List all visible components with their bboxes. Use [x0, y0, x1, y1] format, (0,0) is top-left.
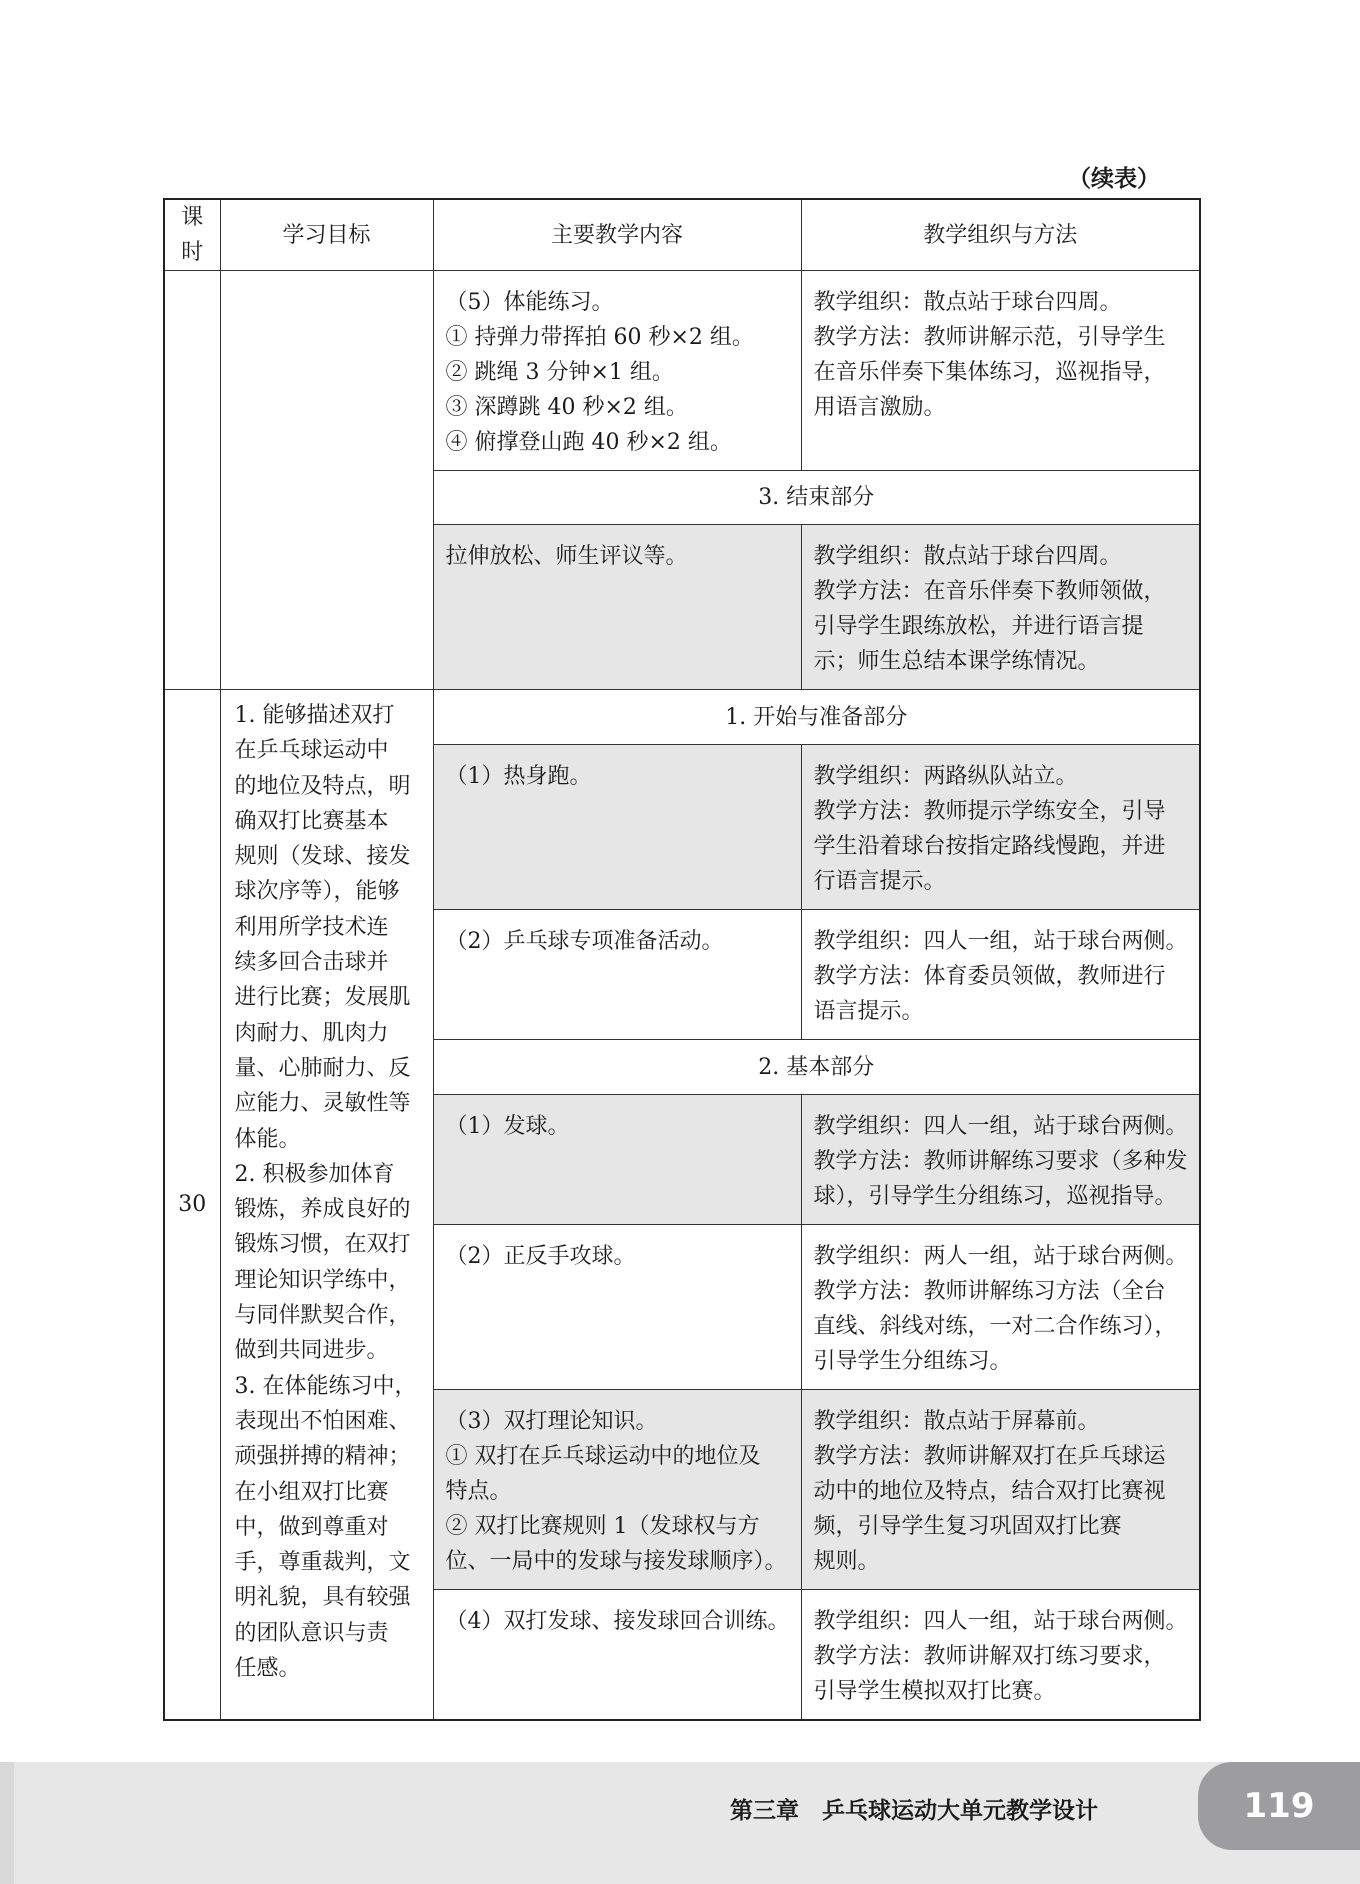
prep-content: （2）乒乓球专项准备活动。: [433, 910, 801, 1040]
cooldown-method: 教学组织：散点站于球台四周。 教学方法：在音乐伴奏下教师领做， 引导学生跟练放松，并进行语言提 示；师生总结本课学练情况。: [801, 525, 1200, 690]
section-title-basic: 2. 基本部分: [433, 1040, 1200, 1095]
table-row: [164, 690, 1200, 745]
theory-content: （3）双打理论知识。 ① 双打在乒乓球运动中的地位及 特点。 ② 双打比赛规则 1（发球权与方 位、一局中的发球与接发球顺序）。: [433, 1390, 801, 1590]
attack-content: （2）正反手攻球。: [433, 1225, 801, 1390]
theory-method: 教学组织：散点站于屏幕前。 教学方法：教师讲解双打在乒乓球运 动中的地位及特点，结合双打比赛视 频，引导学生复习巩固双打比赛 规则。: [801, 1390, 1200, 1590]
serve-method: 教学组织：四人一组，站于球台两侧。 教学方法：教师讲解练习要求（多种发 球），引导学生分组练习，巡视指导。: [801, 1095, 1200, 1225]
serve-content: （1）发球。: [433, 1095, 801, 1225]
header-row: [164, 199, 1200, 271]
cooldown-content: 拉伸放松、师生评议等。: [433, 525, 801, 690]
lesson-30-goals: 1. 能够描述双打 在乒乓球运动中 的地位及特点，明 确双打比赛基本 规则（发球、接发 球次序等），能够 利用所学技术连 续多回合击球并 进行比赛；发展肌 肉耐力、肌肉力 量、心肺耐力、反 应能力、灵敏性等 体能。 2. 积极参加体育 锻炼，养成良好的 锻炼习惯，在双打 理论知识学练中， 与同伴默契合作， 做到共同进步。 3. 在体能练习中， 表现出不怕困难、 顽强拼搏的精神； 在小组双打比赛 中，做到尊重对 手，尊重裁判，文 明礼貌，具有较强 的团队意识与责 任感。: [220, 690, 433, 1721]
page-footer: [0, 1762, 1360, 1884]
header-content: 主要教学内容: [433, 199, 801, 271]
header-lesson: 课时: [164, 199, 220, 271]
table-row: [164, 271, 1200, 471]
lesson-30-number: 30: [164, 690, 220, 1721]
doubles-content: （4）双打发球、接发球回合训练。: [433, 1590, 801, 1721]
header-method: 教学组织与方法: [801, 199, 1200, 271]
lesson-29-goals-cell: [220, 271, 433, 690]
attack-method: 教学组织：两人一组，站于球台两侧。 教学方法：教师讲解练习方法（全台 直线、斜线对练，一对二合作练习）， 引导学生分组练习。: [801, 1225, 1200, 1390]
lesson-plan-table: [163, 198, 1201, 1721]
fitness-content: （5）体能练习。 ① 持弹力带挥拍 60 秒×2 组。 ② 跳绳 3 分钟×1 组。 ③ 深蹲跳 40 秒×2 组。 ④ 俯撑登山跑 40 秒×2 组。: [433, 271, 801, 471]
fitness-method: 教学组织：散点站于球台四周。 教学方法：教师讲解示范，引导学生 在音乐伴奏下集体练习，巡视指导， 用语言激励。: [801, 271, 1200, 471]
footer-edge-stripe: [0, 1762, 14, 1884]
continued-label: （续表）: [1068, 166, 1160, 192]
warmup-content: （1）热身跑。: [433, 745, 801, 910]
warmup-method: 教学组织：两路纵队站立。 教学方法：教师提示学练安全，引导 学生沿着球台按指定路线慢跑，并进 行语言提示。: [801, 745, 1200, 910]
prep-method: 教学组织：四人一组，站于球台两侧。 教学方法：体育委员领做，教师进行 语言提示。: [801, 910, 1200, 1040]
section-title-end: 3. 结束部分: [433, 471, 1200, 525]
lesson-29-number-cell: [164, 271, 220, 690]
header-goals: 学习目标: [220, 199, 433, 271]
page-number: 119: [1198, 1762, 1360, 1850]
chapter-title: 第三章 乒乓球运动大单元教学设计: [730, 1798, 1098, 1824]
doubles-method: 教学组织：四人一组，站于球台两侧。 教学方法：教师讲解双打练习要求， 引导学生模拟双打比赛。: [801, 1590, 1200, 1721]
section-title-start: 1. 开始与准备部分: [433, 690, 1200, 745]
